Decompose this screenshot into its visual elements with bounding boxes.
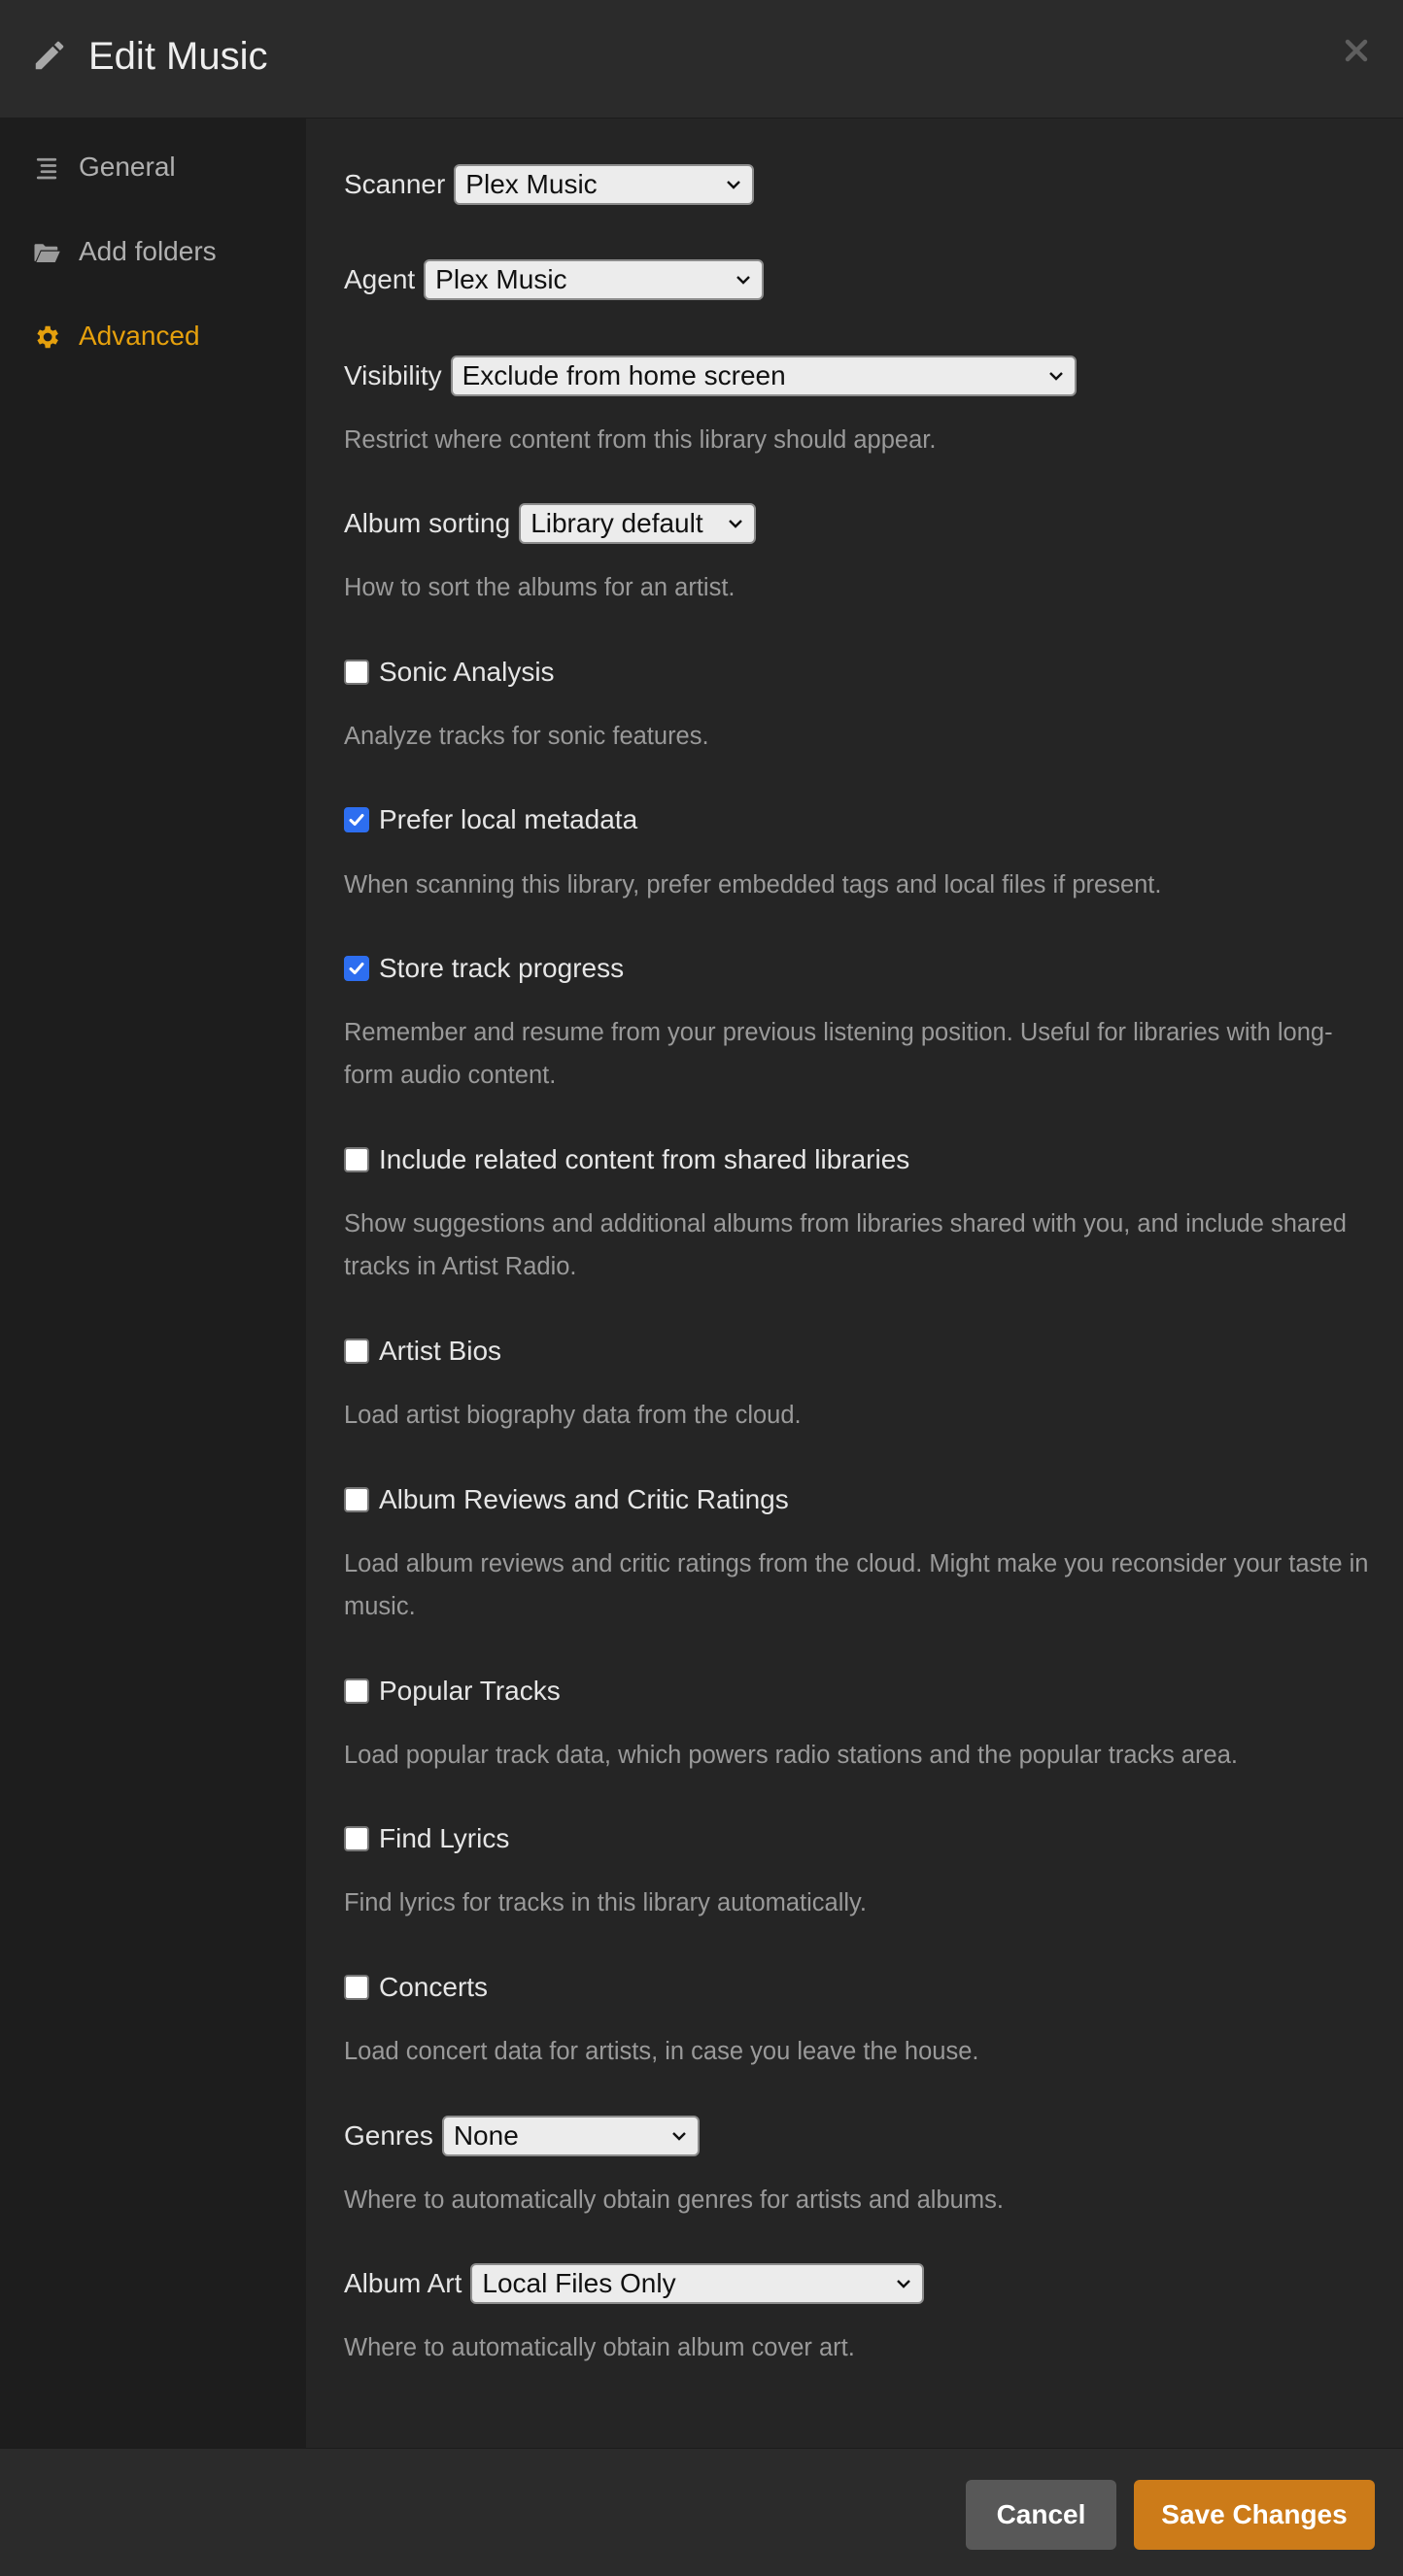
concerts-checkbox[interactable] <box>344 1975 369 2000</box>
save-changes-button[interactable]: Save Changes <box>1134 2480 1375 2550</box>
agent-value: Plex Music <box>435 264 567 294</box>
visibility-label: Visibility <box>344 360 442 390</box>
visibility-select[interactable] <box>451 356 1077 396</box>
album-reviews-checkbox[interactable] <box>344 1487 369 1512</box>
include-related-checkbox[interactable] <box>344 1147 369 1172</box>
checkmark-icon <box>348 811 365 829</box>
sonic-analysis-label[interactable]: Sonic Analysis <box>379 657 555 687</box>
album-sorting-help: How to sort the albums for an artist. <box>344 574 736 601</box>
gear-icon <box>30 322 63 352</box>
popular-tracks-help: Load popular track data, which powers radio stations and the popular tracks area. <box>344 1742 1238 1769</box>
close-icon[interactable] <box>1339 33 1374 68</box>
list-align-icon <box>30 153 63 183</box>
modal-footer <box>0 2448 1403 2576</box>
artist-bios-help: Load artist biography data from the cloud. <box>344 1402 802 1429</box>
sidebar-item-advanced[interactable] <box>0 301 306 369</box>
prefer-local-metadata-label[interactable]: Prefer local metadata <box>379 804 638 834</box>
cancel-button[interactable]: Cancel <box>966 2480 1116 2550</box>
agent-row <box>344 256 764 303</box>
sidebar-item-general[interactable] <box>0 132 306 200</box>
album-reviews-help: Load album reviews and critic ratings from the cloud. Might make you reconsider your taste in music. <box>344 1550 1369 1620</box>
chevron-down-icon <box>1047 370 1065 382</box>
folder-open-icon <box>30 238 63 267</box>
visibility-help: Restrict where content from this library should appear. <box>344 426 937 454</box>
sonic-analysis-row <box>344 649 555 695</box>
pencil-icon <box>31 37 68 74</box>
popular-tracks-checkbox[interactable] <box>344 1678 369 1704</box>
prefer-local-metadata-checkbox[interactable] <box>344 807 369 832</box>
modal-title: Edit Music <box>88 35 268 78</box>
album-reviews-label[interactable]: Album Reviews and Critic Ratings <box>379 1484 789 1514</box>
genres-select[interactable] <box>442 2116 700 2156</box>
album-sorting-label: Album sorting <box>344 508 511 538</box>
artist-bios-row <box>344 1328 501 1374</box>
store-track-progress-row <box>344 945 624 992</box>
album-art-value: Local Files Only <box>482 2268 676 2298</box>
include-related-help: Show suggestions and additional albums from libraries shared with you, and include shared tracks in Artist Radio. <box>344 1210 1347 1280</box>
genres-label: Genres <box>344 2120 433 2151</box>
album-reviews-row <box>344 1476 789 1523</box>
album-art-select[interactable] <box>470 2263 924 2304</box>
album-art-help: Where to automatically obtain album cover art. <box>344 2334 855 2361</box>
scanner-row <box>344 161 754 208</box>
artist-bios-label[interactable]: Artist Bios <box>379 1336 502 1366</box>
chevron-down-icon <box>735 274 752 286</box>
concerts-row <box>344 1964 488 2011</box>
album-art-label: Album Art <box>344 2268 462 2298</box>
chevron-down-icon <box>727 518 744 529</box>
sonic-analysis-checkbox[interactable] <box>344 660 369 685</box>
album-sorting-select[interactable] <box>519 503 756 544</box>
store-track-progress-label[interactable]: Store track progress <box>379 953 625 983</box>
sonic-analysis-help: Analyze tracks for sonic features. <box>344 723 709 750</box>
include-related-label[interactable]: Include related content from shared libraries <box>379 1144 910 1174</box>
chevron-down-icon <box>725 179 742 190</box>
chevron-down-icon <box>670 2130 688 2142</box>
genres-row <box>344 2113 700 2159</box>
find-lyrics-checkbox[interactable] <box>344 1826 369 1851</box>
visibility-value: Exclude from home screen <box>462 360 786 390</box>
modal-header <box>0 0 1403 119</box>
concerts-help: Load concert data for artists, in case you leave the house. <box>344 2038 979 2065</box>
genres-help: Where to automatically obtain genres for artists and albums. <box>344 2186 1004 2214</box>
popular-tracks-row <box>344 1668 561 1714</box>
prefer-local-metadata-help: When scanning this library, prefer embedded tags and local files if present. <box>344 871 1162 898</box>
scanner-select[interactable] <box>454 164 754 205</box>
visibility-row <box>344 353 1077 399</box>
prefer-local-metadata-row <box>344 797 637 843</box>
artist-bios-checkbox[interactable] <box>344 1339 369 1364</box>
sidebar-item-label: Add folders <box>79 236 217 266</box>
popular-tracks-label[interactable]: Popular Tracks <box>379 1676 561 1706</box>
store-track-progress-help: Remember and resume from your previous listening position. Useful for libraries with long-form audio content. <box>344 1019 1333 1089</box>
album-sorting-row <box>344 500 756 547</box>
store-track-progress-checkbox[interactable] <box>344 956 369 981</box>
agent-select[interactable] <box>424 259 764 300</box>
find-lyrics-label[interactable]: Find Lyrics <box>379 1823 510 1853</box>
sidebar-item-add-folders[interactable] <box>0 217 306 285</box>
find-lyrics-row <box>344 1815 509 1862</box>
chevron-down-icon <box>895 2278 912 2289</box>
agent-label: Agent <box>344 264 416 294</box>
checkmark-icon <box>348 960 365 977</box>
sidebar-nav <box>0 119 306 2448</box>
scanner-label: Scanner <box>344 169 446 199</box>
album-sorting-value: Library default <box>530 508 703 538</box>
album-art-row <box>344 2260 924 2307</box>
concerts-label[interactable]: Concerts <box>379 1972 489 2002</box>
include-related-row <box>344 1136 909 1183</box>
sidebar-item-label: General <box>79 152 176 182</box>
sidebar-item-label: Advanced <box>79 321 200 351</box>
scanner-value: Plex Music <box>465 169 598 199</box>
genres-value: None <box>453 2120 519 2151</box>
find-lyrics-help: Find lyrics for tracks in this library automatically. <box>344 1889 868 1916</box>
